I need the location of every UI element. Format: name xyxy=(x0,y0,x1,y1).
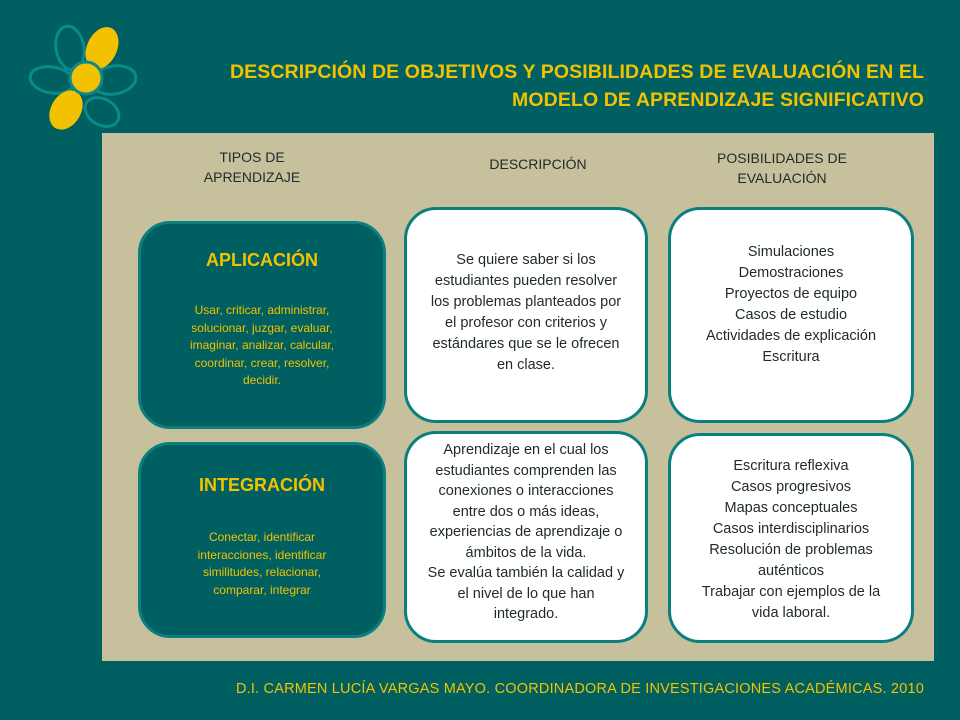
description-line: el profesor con criterios y xyxy=(445,315,607,331)
evaluation-line: Casos progresivos xyxy=(730,479,852,495)
description-box-integracion xyxy=(404,431,648,643)
type-verbs-integracion xyxy=(151,529,373,599)
type-verbs-aplicacion xyxy=(151,302,373,390)
header-tipos-line-1: TIPOS DE xyxy=(219,149,285,165)
evaluation-text-aplicacion xyxy=(679,242,903,368)
evaluation-box-integracion xyxy=(668,433,914,643)
description-line: integrado. xyxy=(493,606,559,622)
description-line: estándares que se le ofrecen xyxy=(432,336,620,352)
evaluation-line: Proyectos de equipo xyxy=(724,286,858,302)
content-panel xyxy=(102,133,934,661)
evaluation-line: Escritura reflexiva xyxy=(733,458,849,474)
header-posibilidades-line-2: EVALUACIÓN xyxy=(737,170,827,186)
evaluation-line: Resolución de problemas xyxy=(709,542,873,558)
evaluation-line: Mapas conceptuales xyxy=(724,500,858,516)
description-line: estudiantes pueden resolver xyxy=(434,273,618,289)
verbs-line: solucionar, juzgar, evaluar, xyxy=(191,320,333,335)
description-box-aplicacion xyxy=(404,207,648,423)
verbs-line: similitudes, relacionar, xyxy=(202,565,322,579)
evaluation-line: Actividades de explicación xyxy=(705,328,877,344)
header-descripcion-text: DESCRIPCIÓN xyxy=(489,156,587,172)
header-posibilidades xyxy=(682,148,882,188)
header-posibilidades-line-1: POSIBILIDADES DE xyxy=(717,150,847,166)
description-text-aplicacion xyxy=(415,250,637,376)
evaluation-line: Trabajar con ejemplos de la xyxy=(701,584,881,600)
description-line: estudiantes comprenden las xyxy=(435,462,617,479)
type-title-aplicacion: APLICACIÓN xyxy=(206,250,318,270)
header-tipos-line-2: APRENDIZAJE xyxy=(203,169,301,185)
evaluation-line: vida laboral. xyxy=(751,605,831,621)
type-box-integracion xyxy=(138,442,386,638)
evaluation-line: auténticos xyxy=(757,563,825,579)
verbs-line: comparar, integrar xyxy=(213,582,311,597)
type-box-aplicacion xyxy=(138,221,386,429)
verbs-line: coordinar, crear, resolver, xyxy=(194,355,330,370)
description-text-integracion xyxy=(415,440,637,625)
description-line: experiencias de aprendizaje o xyxy=(429,524,623,540)
verbs-line: decidir. xyxy=(242,373,282,387)
evaluation-line: Demostraciones xyxy=(738,265,844,281)
description-line: los problemas planteados por xyxy=(430,294,622,310)
description-line: Aprendizaje en el cual los xyxy=(443,442,609,458)
title-line-2: MODELO DE APRENDIZAJE SIGNIFICATIVO xyxy=(512,89,924,111)
title-line-1: DESCRIPCIÓN DE OBJETIVOS Y POSIBILIDADES DE EVALUACIÓN EN EL xyxy=(229,61,924,83)
page-title xyxy=(204,58,924,114)
evaluation-line: Casos de estudio xyxy=(734,307,848,323)
description-line: el nivel de lo que han xyxy=(457,585,595,602)
footer-credits: D.I. CARMEN LUCÍA VARGAS MAYO. COORDINADORA DE INVESTIGACIONES ACADÉMICAS. 2010 xyxy=(235,681,924,697)
description-line: Se evalúa también la calidad y xyxy=(427,565,625,581)
verbs-line: Conectar, identificar xyxy=(208,530,316,544)
flower-icon xyxy=(28,22,140,132)
description-line: entre dos o más ideas, xyxy=(452,503,600,520)
header-descripcion xyxy=(438,154,638,174)
description-line: en clase. xyxy=(496,357,556,373)
type-title-integracion: INTEGRACIÓN xyxy=(199,475,325,495)
header-tipos xyxy=(152,147,352,187)
verbs-line: interacciones, identificar xyxy=(197,547,327,562)
evaluation-line: Escritura xyxy=(762,349,820,365)
verbs-line: Usar, criticar, administrar, xyxy=(194,303,330,317)
evaluation-box-aplicacion xyxy=(668,207,914,423)
evaluation-text-integracion xyxy=(679,456,903,624)
evaluation-line: Simulaciones xyxy=(747,244,835,260)
description-line: conexiones o interacciones xyxy=(438,483,614,499)
description-line: ámbitos de la vida. xyxy=(465,544,587,561)
description-line: Se quiere saber si los xyxy=(456,252,596,268)
verbs-line: imaginar, analizar, calcular, xyxy=(189,338,335,352)
evaluation-line: Casos interdisciplinarios xyxy=(712,521,870,537)
